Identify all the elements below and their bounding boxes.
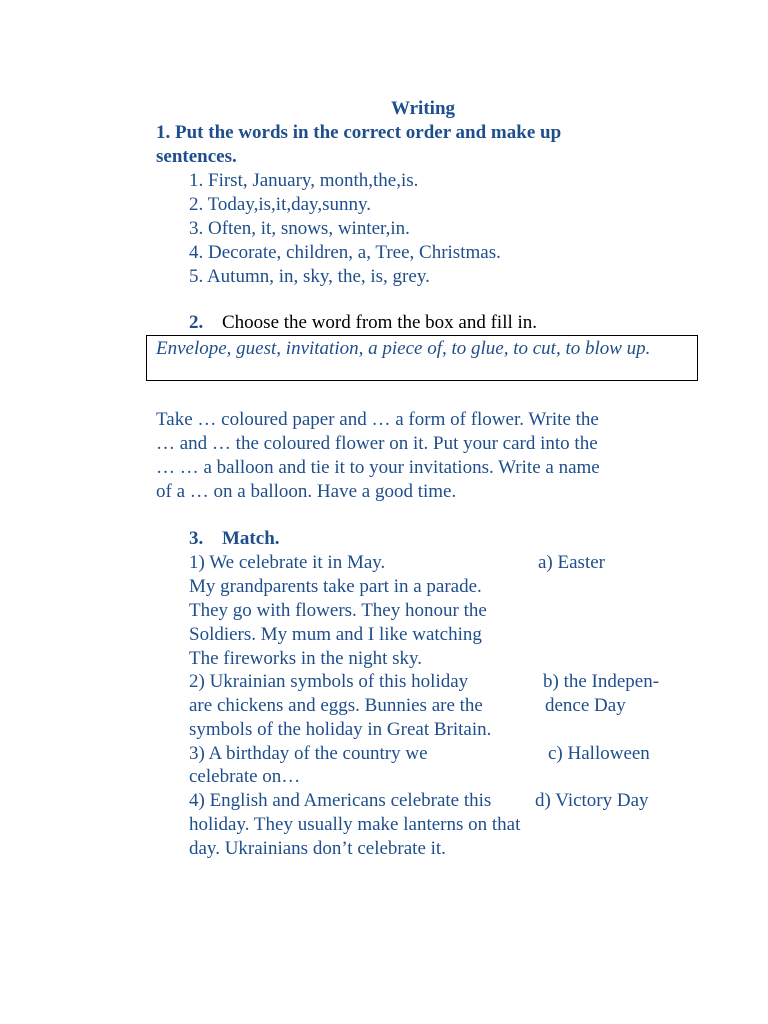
word-box (146, 335, 698, 381)
match-line: The fireworks in the night sky. (189, 648, 423, 669)
task1-heading-line2: sentences. (156, 146, 237, 167)
fill-in-paragraph-line: of a … on a balloon. Have a good time. (156, 481, 457, 502)
task3-heading: Match. (222, 528, 280, 549)
task2-instruction: Choose the word from the box and fill in. (222, 312, 538, 333)
match-line: 3) A birthday of the country we (189, 743, 428, 764)
answer-b-line2: dence Day (545, 695, 626, 716)
task1-item: 3. Often, it, snows, winter,in. (189, 218, 410, 239)
match-line: symbols of the holiday in Great Britain. (189, 719, 492, 740)
match-line: holiday. They usually make lanterns on that (189, 814, 521, 835)
match-line: 1) We celebrate it in May. (189, 552, 386, 573)
fill-in-paragraph-line: Take … coloured paper and … a form of flower. Write the (156, 409, 599, 430)
answer-d: d) Victory Day (535, 790, 649, 811)
task2-number: 2. (189, 312, 204, 333)
match-line: day. Ukrainians don’t celebrate it. (189, 838, 446, 859)
match-line: 2) Ukrainian symbols of this holiday (189, 671, 469, 692)
match-line: My grandparents take part in a parade. (189, 576, 482, 597)
match-line: are chickens and eggs. Bunnies are the (189, 695, 483, 716)
fill-in-paragraph-line: … … a balloon and tie it to your invitations. Write a name (156, 457, 600, 478)
answer-b-line1: b) the Indepen- (543, 671, 660, 692)
task1-heading-line1: 1. Put the words in the correct order and make up (156, 122, 562, 143)
fill-in-paragraph-line: … and … the coloured flower on it. Put your card into the (156, 433, 598, 454)
word-box-text: Envelope, guest, invitation, a piece of, to glue, to cut, to blow up. (156, 338, 651, 359)
page-title: Writing (390, 98, 456, 119)
task1-item: 5. Autumn, in, sky, the, is, grey. (189, 266, 430, 287)
answer-a: a) Easter (538, 552, 605, 573)
match-line: They go with flowers. They honour the (189, 600, 487, 621)
task1-item: 1. First, January, month,the,is. (189, 170, 419, 191)
match-line: Soldiers. My mum and I like watching (189, 624, 482, 645)
match-line: 4) English and Americans celebrate this (189, 790, 492, 811)
match-line: celebrate on… (189, 766, 301, 787)
task3-number: 3. (189, 528, 204, 549)
task1-item: 2. Today,is,it,day,sunny. (189, 194, 371, 215)
answer-c: c) Halloween (548, 743, 650, 764)
task1-item: 4. Decorate, children, a, Tree, Christmas. (189, 242, 501, 263)
